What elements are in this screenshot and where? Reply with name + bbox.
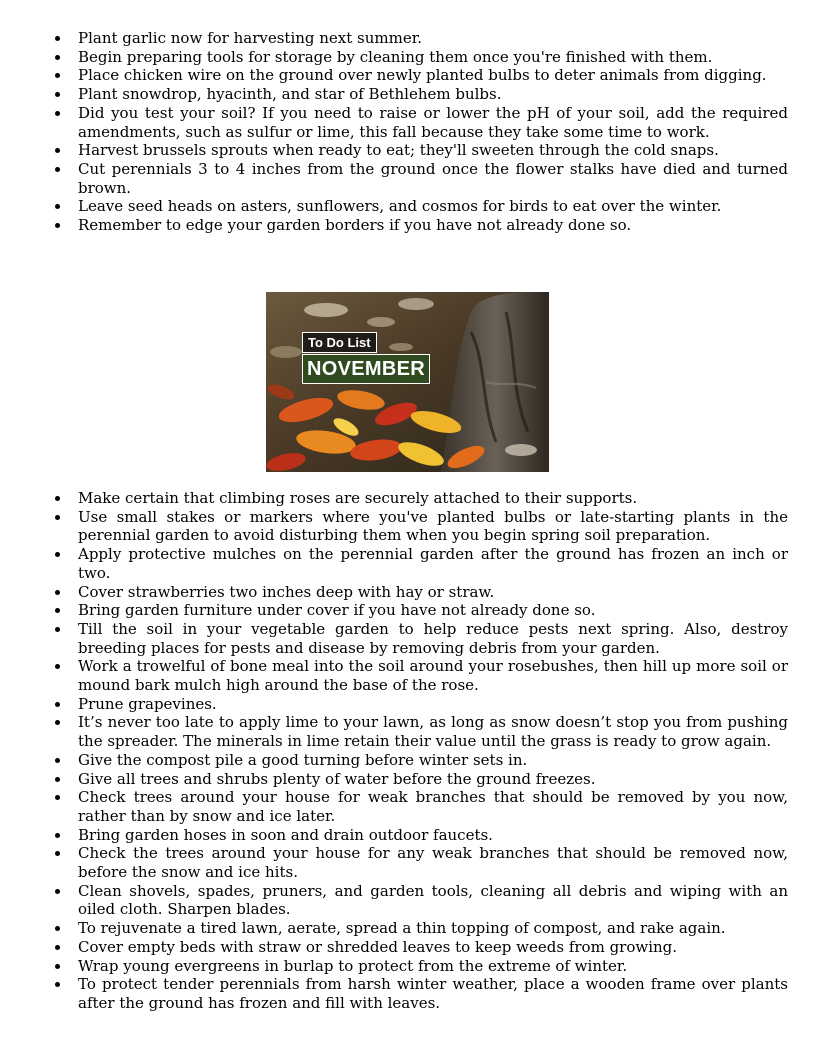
list-item: Begin preparing tools for storage by cleaning them once you're finished with them. [50, 48, 788, 67]
list-item: Check trees around your house for weak branches that should be removed by you now, rather than by snow and ice later. [50, 788, 788, 825]
list-item: Give the compost pile a good turning before winter sets in. [50, 751, 788, 770]
list-item: Cover strawberries two inches deep with hay or straw. [50, 583, 788, 602]
list-item: Make certain that climbing roses are securely attached to their supports. [50, 489, 788, 508]
list-item: Did you test your soil? If you need to raise or lower the pH of your soil, add the required amendments, such as sulfur or lime, this fall because they take some time to work. [50, 104, 788, 141]
list-item: Give all trees and shrubs plenty of water before the ground freezes. [50, 770, 788, 789]
list-item: Plant garlic now for harvesting next summer. [50, 29, 788, 48]
list-item: Harvest brussels sprouts when ready to eat; they'll sweeten through the cold snaps. [50, 141, 788, 160]
task-list-bottom [50, 489, 788, 1013]
list-item: Apply protective mulches on the perennial garden after the ground has frozen an inch or two. [50, 545, 788, 582]
list-item: Plant snowdrop, hyacinth, and star of Bethlehem bulbs. [50, 85, 788, 104]
list-item: Cover empty beds with straw or shredded leaves to keep weeds from growing. [50, 938, 788, 957]
list-item: Leave seed heads on asters, sunflowers, and cosmos for birds to eat over the winter. [50, 197, 788, 216]
list-item: Clean shovels, spades, pruners, and garden tools, cleaning all debris and wiping with an oiled cloth. Sharpen blades. [50, 882, 788, 919]
list-item: Remember to edge your garden borders if you have not already done so. [50, 216, 788, 235]
list-item: Use small stakes or markers where you've planted bulbs or late-starting plants in the perennial garden to avoid disturbing them when you begin spring soil preparation. [50, 508, 788, 545]
list-item: Prune grapevines. [50, 695, 788, 714]
list-item: It’s never too late to apply lime to your lawn, as long as snow doesn’t stop you from pushing the spreader. The minerals in lime retain their value until the grass is ready to grow again. [50, 713, 788, 750]
list-item: Bring garden furniture under cover if you have not already done so. [50, 601, 788, 620]
task-list-top [50, 29, 788, 235]
november-leaves-photo [266, 292, 549, 472]
list-item: To rejuvenate a tired lawn, aerate, spread a thin topping of compost, and rake again. [50, 919, 788, 938]
list-item: Cut perennials 3 to 4 inches from the ground once the flower stalks have died and turned brown. [50, 160, 788, 197]
list-item: Check the trees around your house for any weak branches that should be removed now, before the snow and ice hits. [50, 844, 788, 881]
list-item: Wrap young evergreens in burlap to protect from the extreme of winter. [50, 957, 788, 976]
list-item: Bring garden hoses in soon and drain outdoor faucets. [50, 826, 788, 845]
list-item: Till the soil in your vegetable garden to help reduce pests next spring. Also, destroy breeding places for pests and disease by removing debris from your garden. [50, 620, 788, 657]
list-item: Place chicken wire on the ground over newly planted bulbs to deter animals from digging. [50, 66, 788, 85]
list-item: To protect tender perennials from harsh winter weather, place a wooden frame over plants after the ground has frozen and fill with leaves. [50, 975, 788, 1012]
photo-label-month: NOVEMBER [302, 354, 430, 384]
list-item: Work a trowelful of bone meal into the soil around your rosebushes, then hill up more soil or mound bark mulch high around the base of the rose. [50, 657, 788, 694]
photo-label-small: To Do List [302, 332, 377, 353]
